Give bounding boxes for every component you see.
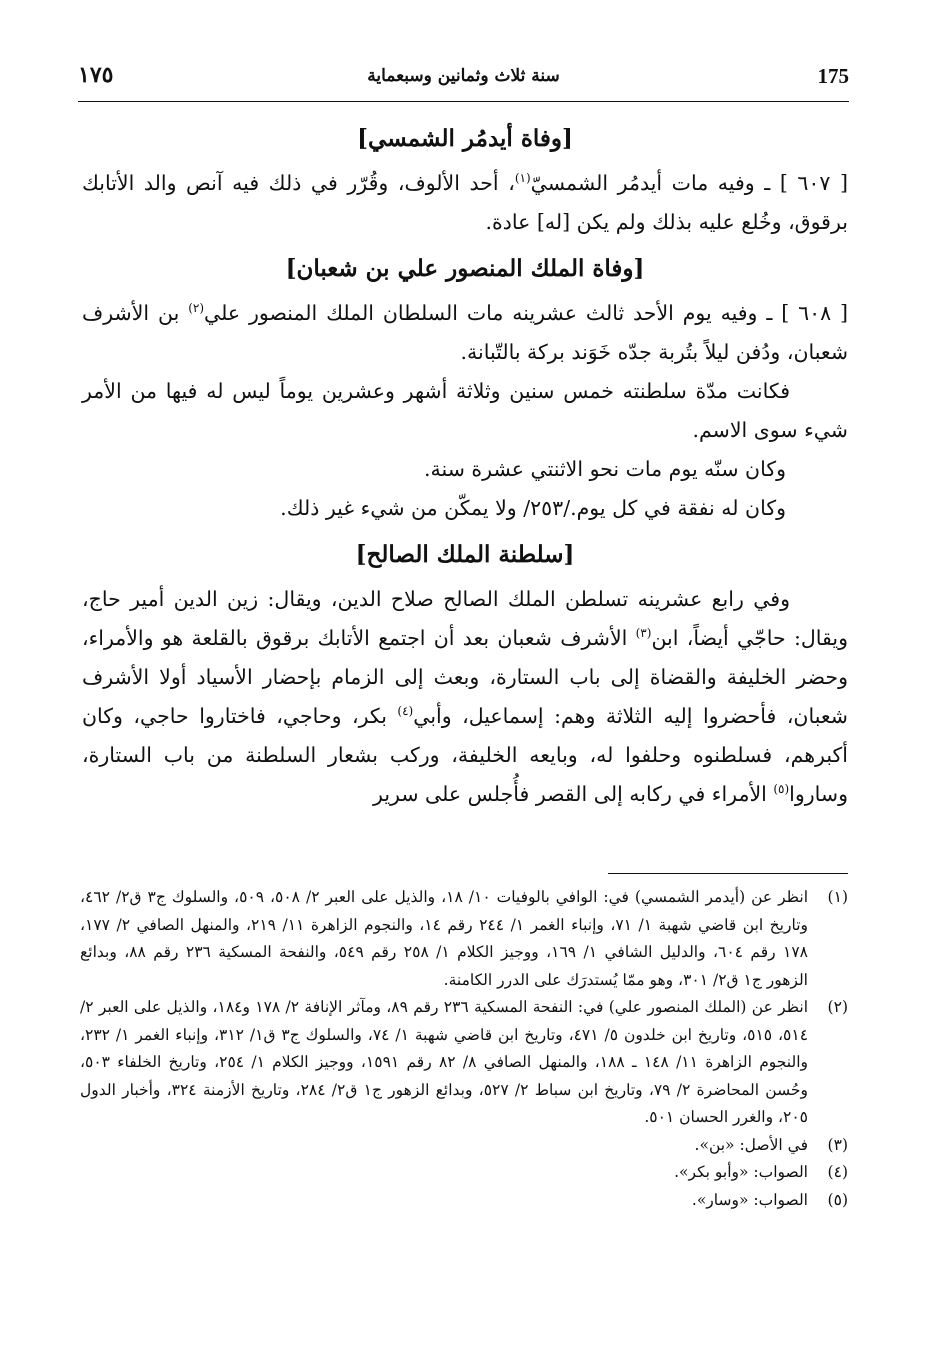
entry-text: ـ وفيه مات أيدمُر الشمسيّ [530, 171, 780, 195]
paragraph-reign-length: فكانت مدّة سلطنته خمس سنين وثلاثة أشهر وعشرين يوماً ليس له فيها من الأمر شيء سوى الاسم. [82, 379, 848, 442]
footnotes [80, 884, 848, 1214]
entry-text: ـ وفيه يوم الأحد ثالث عشرينه مات السلطان الملك المنصور علي [204, 301, 782, 325]
footnote-ref[interactable]: (١) [514, 171, 531, 186]
section-heading-aydamur: [وفاة أيدمُر الشمسي] [357, 125, 573, 152]
footnote-number: (١) [827, 888, 848, 906]
entry-number: [ ٦٠٧ ] [779, 171, 849, 195]
paragraph-text: الأمراء في ركابه إلى القصر فأُجلس على سرير [373, 782, 774, 806]
entry-number: [ ٦٠٨ ] [781, 301, 848, 325]
section-heading-mansur-ali: [وفاة الملك المنصور علي بن شعبان] [285, 255, 645, 282]
footnote-ref[interactable]: (٥) [773, 782, 790, 797]
footnote-5 [80, 1187, 848, 1215]
footnote-3 [80, 1132, 848, 1160]
footnote-number: (٢) [827, 998, 848, 1016]
footnote-text: انظر عن (الملك المنصور علي) في: النفحة المسكية ٢٣٦ رقم ٨٩، ومآثر الإنافة ٢/ ١٧٨ و١٨٤، والذيل على العبر ٢/ ٥١٤، ٥١٥، وتاريخ ابن خلدون ٥/ ٤٧١، وتاريخ ابن قاضي شهبة ١/ ٧٤، والسلوك ج٣ ق١/ ٣١٢، وإنباء الغمر ١/ ٢٣٢، والنجوم الزاهرة ١١/ ١٤٨ ـ ١٨٨، والمنهل الصافي ٨/ ٨٢ رقم ١٥٩١، ووجيز الكلام ١/ ٢٥٤، وتاريخ الخلفاء ٥٠٣، وحُسن المحاضرة ٢/ ٧٩، وتاريخ ابن سباط ٢/ ٥٢٧، وبدائع الزهور ج١ ق٢/ ٢٨٤، وتاريخ الأزمنة ٣٢٤، وأخبار الدول ٢٠٥، والغرر الحسان ٥٠١. [80, 998, 809, 1126]
page-number-latin: 175 [817, 64, 849, 88]
paragraph-text: وفي رابع عشرينه تسلطن الملك الصالح صلاح الدين، ويقال: زين الدين أمير حاج، ويقال: حاجّي أيضاً، ابن [82, 587, 848, 650]
main-text [82, 114, 848, 814]
footnote-number: (٥) [827, 1190, 848, 1209]
paragraph-age: وكان سنّه يوم مات نحو الاثنتي عشرة سنة. [424, 457, 786, 481]
section-heading-salih: [سلطنة الملك الصالح] [355, 541, 575, 568]
page-number-arabic: ١٧٥ [78, 62, 114, 88]
footnote-number: (٤) [827, 1163, 848, 1181]
entry-text: بن الأشرف شعبان، ودُفن ليلاً بتُربة جدّه خَوَند بركة بالتّبانة. [82, 301, 848, 364]
footnote-text: في الأصل: «بن». [694, 1135, 808, 1154]
footnote-ref[interactable]: (٣) [635, 626, 652, 641]
paragraph-text: بكر، وحاجي، فاختاروا حاجي، وكان أكبرهم، فسلطنوه وحلفوا له، وبايعه الخليفة، وركب بشعار السلطنة من باب الستارة، وساروا [82, 704, 848, 806]
footnote-ref[interactable]: (٢) [188, 301, 205, 316]
footnote-number: (٣) [827, 1135, 848, 1154]
footnote-2 [80, 994, 848, 1132]
footnote-ref[interactable]: (٤) [397, 704, 414, 719]
footnote-4 [80, 1159, 848, 1187]
paragraph-text: الأشرف شعبان بعد أن اجتمع الأتابك برقوق بالقلعة هو والأمراء، وحضر الخليفة والقضاة إلى باب الستارة، وبعث إلى الزمام بإحضار الأسياد أولا الأشرف شعبان، فأحضروا إليه الثلاثة وهم: إسماعيل، وأبي [82, 626, 848, 728]
footnote-text: انظر عن (أيدمر الشمسي) في: الوافي بالوفيات ١٠/ ١٨، والذيل على العبر ٢/ ٥٠٨، ٥٠٩، والسلوك ج٣ ق٢/ ٤٦٢، وتاريخ ابن قاضي شهبة ١/ ٧١، وإنباء الغمر ١/ ٢٤٤ رقم ١٤، والنجوم الزاهرة ١١/ ٢١٩، والمنهل الصافي ٢/ ١٧٧، ١٧٨ رقم ٦٠٤، والدليل الشافي ١/ ١٦٩، ووجيز الكلام ١/ ٢٥٨ رقم ٥٤٩، والنفحة المسكية ٢٣٦ رقم ٨٨، وبدائع الزهور ج١ ق٢/ ٣٠١، وهو ممّا يُستدرَك على الدرر الكامنة. [80, 888, 809, 989]
footnote-text: الصواب: «وسار». [691, 1190, 808, 1209]
header-rule [78, 101, 849, 102]
entry-607 [82, 164, 848, 242]
paragraph-allowance: وكان له نفقة في كل يوم./٢٥٣/ ولا يمكّن من شيء غير ذلك. [280, 496, 786, 520]
footnote-rule [608, 873, 848, 874]
entry-text: ، أحد الألوف، وقُرّر في ذلك فيه آنص والد الأتابك برقوق، وخُلع عليه بذلك ولم يكن [له] عادة. [82, 171, 848, 234]
paragraph-salih-accession [82, 580, 848, 814]
footnote-text: الصواب: «وأبو بكر». [674, 1163, 808, 1181]
entry-608 [82, 294, 848, 372]
running-head [78, 62, 849, 102]
running-title: سنة ثلاث وثمانين وسبعماية [367, 66, 560, 86]
footnote-1 [80, 884, 848, 994]
